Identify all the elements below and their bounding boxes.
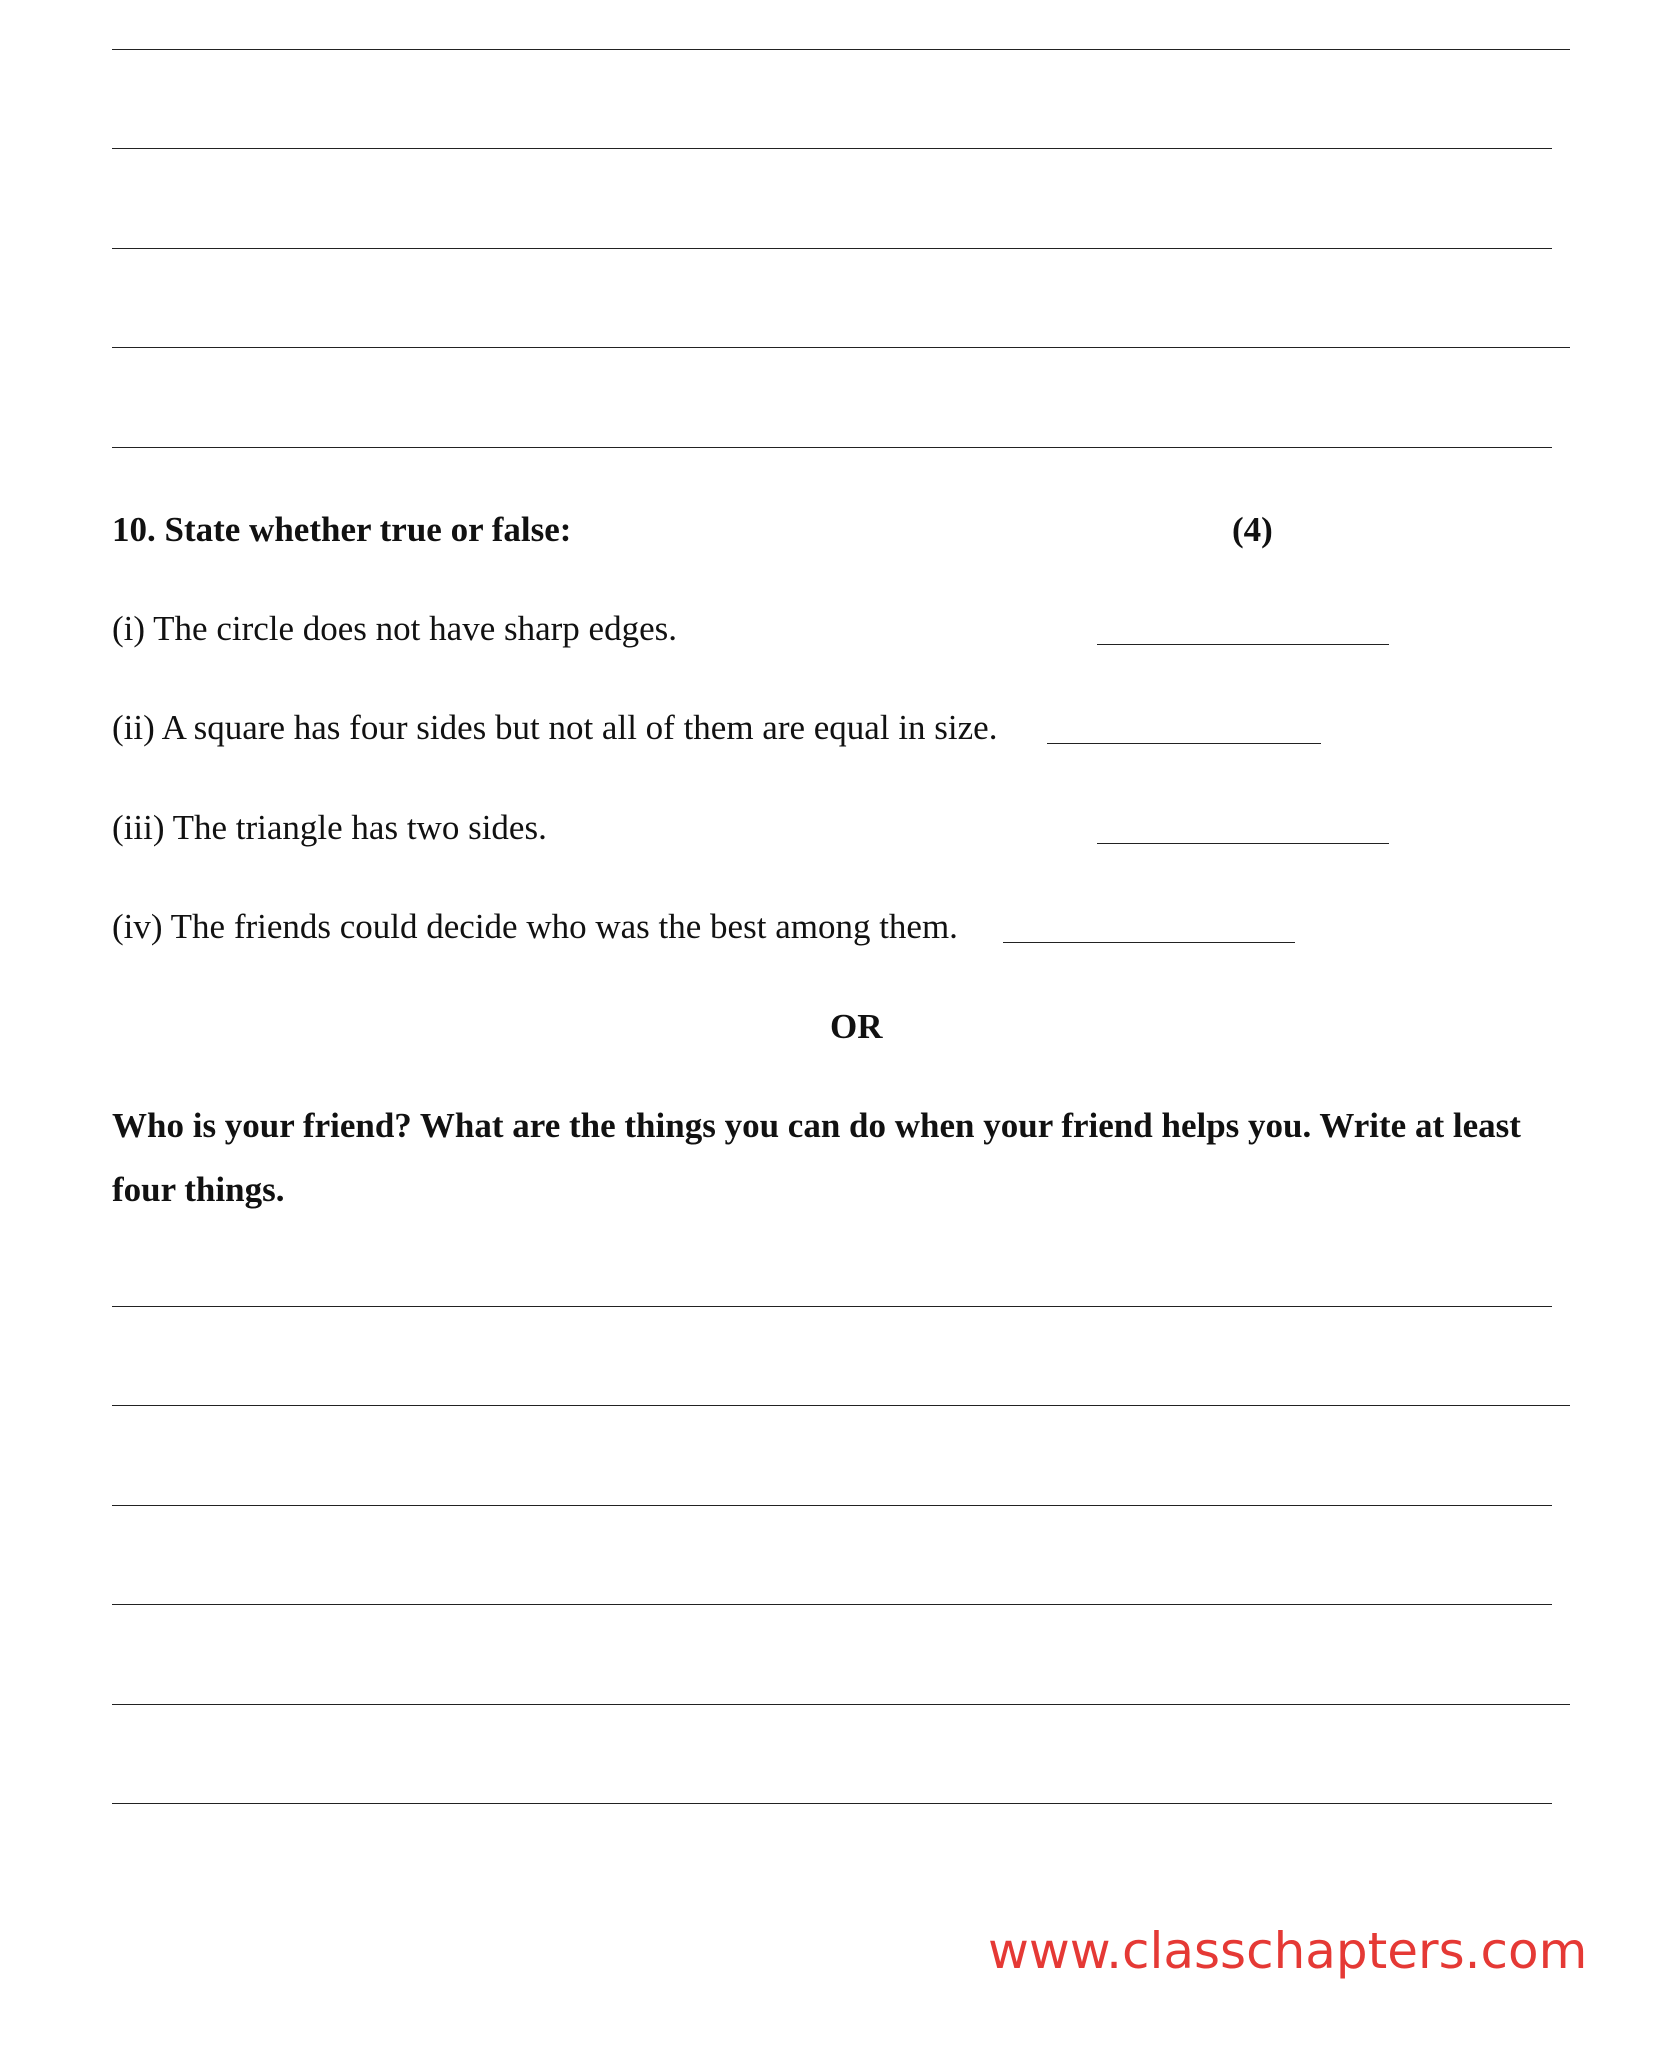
question-marks: (4) bbox=[1232, 510, 1273, 549]
answer-line bbox=[112, 1803, 1552, 1804]
answer-line bbox=[112, 1405, 1570, 1406]
statement-2: (ii) A square has four sides but not all of them are equal in size. bbox=[112, 708, 998, 747]
question-heading: 10. State whether true or false: bbox=[112, 510, 572, 549]
answer-blank-1[interactable] bbox=[1097, 644, 1389, 645]
answer-blank-2[interactable] bbox=[1047, 743, 1321, 744]
or-label: OR bbox=[830, 1007, 883, 1046]
alternative-question-line-2: four things. bbox=[112, 1170, 285, 1209]
answer-line bbox=[112, 49, 1570, 50]
answer-line bbox=[112, 1306, 1552, 1307]
answer-line bbox=[112, 1704, 1570, 1705]
alternative-question-line-1: Who is your friend? What are the things you can do when your friend helps you. Write at least bbox=[112, 1106, 1521, 1145]
answer-line bbox=[112, 148, 1552, 149]
answer-blank-4[interactable] bbox=[1003, 942, 1295, 943]
answer-line bbox=[112, 347, 1570, 348]
answer-line bbox=[112, 1604, 1552, 1605]
answer-blank-3[interactable] bbox=[1097, 843, 1389, 844]
website-watermark: www.classchapters.com bbox=[988, 1922, 1588, 1980]
answer-line bbox=[112, 1505, 1552, 1506]
statement-3: (iii) The triangle has two sides. bbox=[112, 808, 547, 847]
statement-1: (i) The circle does not have sharp edges. bbox=[112, 609, 677, 648]
statement-4: (iv) The friends could decide who was the best among them. bbox=[112, 907, 958, 946]
answer-line bbox=[112, 447, 1552, 448]
answer-line bbox=[112, 248, 1552, 249]
